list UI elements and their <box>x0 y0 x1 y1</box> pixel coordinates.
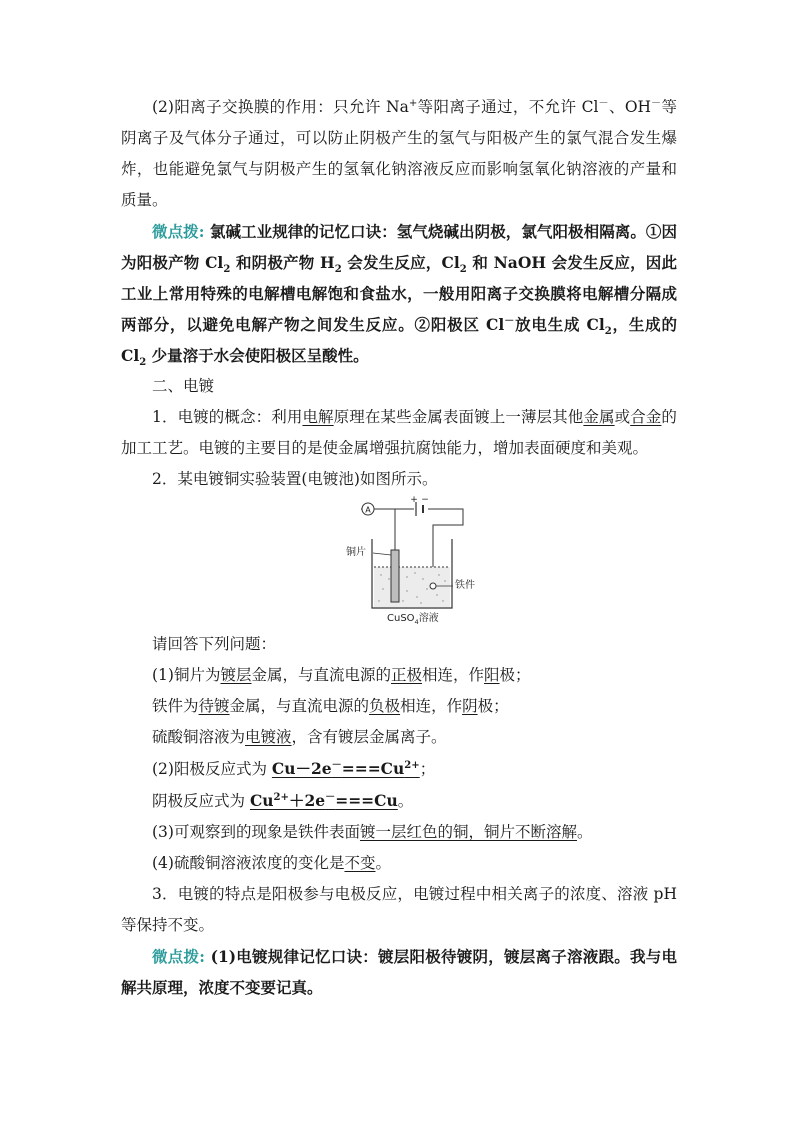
text: 相连，作 <box>400 697 463 715</box>
text: 等阳离子通过，不允许 Cl <box>417 98 599 116</box>
answer-blank: 镀层 <box>220 666 252 684</box>
answer-blank: 阴 <box>462 697 478 715</box>
text: 和 NaOH 会发生反应，因此工业上常用特殊的电解槽电解饱和食盐水，一般用阳离子交换膜将电解槽分隔成两部分，以避免电解产物之间发生反应。②阳极区 Cl <box>121 253 677 334</box>
text: 少量溶于水会使阳极区呈酸性。 <box>146 346 369 365</box>
positive-terminal: + <box>410 495 418 505</box>
iron-piece-label: 铁件 <box>455 580 475 591</box>
text: ＋2e <box>288 791 326 810</box>
wire-left <box>375 509 395 550</box>
answer-blank: 合金 <box>630 408 662 426</box>
document-page <box>121 92 677 1003</box>
subscript: 2 <box>139 357 147 369</box>
text: 金属，与直流电源的 <box>229 697 370 715</box>
text: 。 <box>397 792 414 810</box>
question-3-observation <box>121 817 677 848</box>
text: 溶液 <box>418 613 439 624</box>
subscript: 2 <box>334 264 342 276</box>
answer-blank: 不变 <box>344 854 376 872</box>
tip-label: 微点拨: <box>152 222 205 241</box>
text: ===Cu <box>341 759 405 778</box>
text: 、OH <box>608 98 652 116</box>
text: ； <box>419 760 436 778</box>
text: Cu <box>249 791 274 810</box>
text: 和阴极产物 H <box>230 253 335 272</box>
electroplating-diagram <box>121 495 677 625</box>
text: 等阴离子及气体分子通过，可以防止阴极产生的氢气与阳极产生的氯气混合发生爆炸，也能避免氯气与阴极产生的氢氧化钠溶液反应而影响氢氧化钠溶液的产量和质量。 <box>121 98 677 209</box>
solution-fill <box>374 567 450 607</box>
answer-blank: 电镀液 <box>245 728 292 746</box>
text: ，含有镀层金属离子。 <box>291 728 447 746</box>
text: 1．电镀的概念：利用 <box>152 408 303 426</box>
section-heading: 二、电镀 <box>152 377 215 395</box>
text: 或 <box>614 408 631 426</box>
subscript: 4 <box>414 618 419 626</box>
superscript: 2+ <box>273 791 289 803</box>
questions-intro: 请回答下列问题： <box>152 635 277 653</box>
text: CuSO <box>387 613 415 624</box>
text: (2)阳离子交换膜的作用：只允许 Na <box>152 98 409 116</box>
answer-blank: 正极 <box>391 666 423 684</box>
electroplating-apparatus-svg <box>121 495 677 625</box>
text: 原理在某些金属表面镀上一薄层其他 <box>333 408 584 426</box>
text: 硫酸铜溶液为 <box>152 728 246 746</box>
text: 放电生成 Cl <box>514 315 605 334</box>
text: (3)可观察到的现象是铁件表面 <box>152 823 360 841</box>
text: 。 <box>375 854 391 872</box>
question-4-concentration <box>121 848 677 879</box>
text: 。 <box>576 823 593 841</box>
superscript: － <box>331 759 342 771</box>
item-1-concept <box>121 402 677 464</box>
copper-leader <box>373 553 391 555</box>
subscript: 2 <box>604 326 612 338</box>
negative-terminal: − <box>421 495 429 505</box>
text: 氯碱工业规律的记忆口诀：氢气烧碱出阴极，氯气阳极相隔离。①因为阳极产物 Cl <box>121 222 677 272</box>
text: (1)铜片为 <box>152 666 221 684</box>
superscript: + <box>408 97 418 109</box>
superscript: － <box>504 315 515 327</box>
text: 的加工工艺。电镀的主要目的是使金属增强抗腐蚀能力，增加表面硬度和美观。 <box>121 408 677 457</box>
text: 会发生反应，Cl <box>341 253 460 272</box>
text: 金属，与直流电源的 <box>251 666 391 684</box>
anode-equation <box>272 759 420 778</box>
cathode-equation <box>250 791 398 810</box>
ammeter-symbol: A <box>365 505 371 515</box>
text: 相连，作 <box>422 666 485 684</box>
text: ，生成的 Cl <box>121 315 677 365</box>
superscript: － <box>651 97 662 109</box>
text: (2)阳极反应式为 <box>152 760 272 778</box>
answer-blank: 金属 <box>583 408 615 426</box>
text: Cu－2e <box>271 759 332 778</box>
answer-blank: 待镀 <box>198 697 230 715</box>
text: ===Cu <box>335 791 398 810</box>
subscript: 2 <box>459 264 467 276</box>
copper-plate-label: 铜片 <box>346 547 366 558</box>
superscript: 2+ <box>404 759 420 771</box>
text: 极； <box>499 666 531 684</box>
paragraph-membrane <box>121 92 677 216</box>
question-2-cathode <box>121 785 677 817</box>
text: 阴极反应式为 <box>152 792 250 810</box>
answer-blank: 负极 <box>369 697 401 715</box>
item-3-characteristics: 3．电镀的特点是阳极参与电极反应，电镀过程中相关离子的浓度、溶液 pH 等保持不变。 <box>121 885 677 934</box>
question-2-anode <box>121 753 677 785</box>
item-2-setup: 2．某电镀铜实验装置(电镀池)如图所示。 <box>152 470 438 488</box>
superscript: － <box>325 791 336 803</box>
text: 铁件为 <box>152 697 199 715</box>
iron-piece <box>430 583 436 589</box>
tip-chlor-alkali <box>121 216 677 371</box>
question-1-copper <box>121 660 677 691</box>
text: (1)电镀规律记忆口诀：镀层阳极待镀阴，镀层离子溶液跟。我与电解共原理，浓度不变要记真。 <box>121 947 677 997</box>
subscript: 2 <box>223 264 231 276</box>
solution-label <box>387 613 439 625</box>
question-1-iron <box>121 691 677 722</box>
tip-label: 微点拨: <box>152 947 205 966</box>
tip-electroplating <box>121 941 677 1003</box>
text: 极； <box>477 697 509 715</box>
text: (4)硫酸铜溶液浓度的变化是 <box>152 854 345 872</box>
question-1-solution <box>121 722 677 753</box>
superscript: － <box>598 97 609 109</box>
answer-blank: 阳 <box>484 666 500 684</box>
answer-blank: 电解 <box>302 408 334 426</box>
answer-blank: 镀一层红色的铜，铜片不断溶解 <box>359 823 577 841</box>
copper-plate <box>391 550 399 602</box>
